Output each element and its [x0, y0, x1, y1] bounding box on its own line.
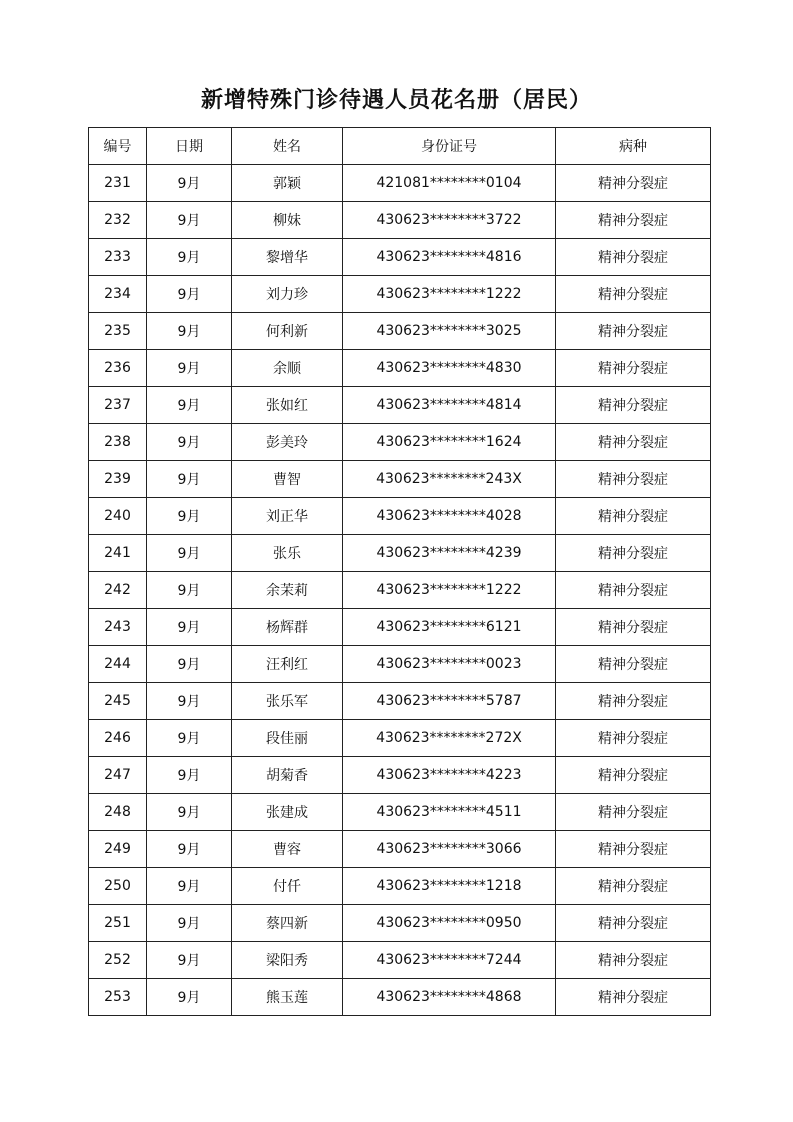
cell-number: 236 [89, 350, 147, 387]
cell-date: 9月 [147, 794, 232, 831]
table-body [89, 165, 711, 1016]
table-row [89, 720, 711, 757]
cell-number: 233 [89, 239, 147, 276]
table-row [89, 942, 711, 979]
table-row [89, 498, 711, 535]
cell-date: 9月 [147, 868, 232, 905]
cell-number: 243 [89, 609, 147, 646]
cell-date: 9月 [147, 572, 232, 609]
table-row [89, 165, 711, 202]
cell-disease: 精神分裂症 [556, 979, 711, 1016]
cell-name: 刘正华 [232, 498, 343, 535]
cell-date: 9月 [147, 239, 232, 276]
cell-date: 9月 [147, 535, 232, 572]
cell-number: 253 [89, 979, 147, 1016]
cell-number: 252 [89, 942, 147, 979]
cell-date: 9月 [147, 387, 232, 424]
cell-date: 9月 [147, 646, 232, 683]
cell-id-number: 430623********4511 [343, 794, 556, 831]
cell-number: 235 [89, 313, 147, 350]
cell-disease: 精神分裂症 [556, 868, 711, 905]
cell-name: 曹智 [232, 461, 343, 498]
cell-id-number: 430623********243X [343, 461, 556, 498]
table-row [89, 905, 711, 942]
cell-id-number: 430623********1624 [343, 424, 556, 461]
cell-id-number: 430623********4239 [343, 535, 556, 572]
cell-number: 237 [89, 387, 147, 424]
cell-id-number: 430623********4028 [343, 498, 556, 535]
cell-disease: 精神分裂症 [556, 757, 711, 794]
cell-id-number: 430623********4816 [343, 239, 556, 276]
table-row [89, 831, 711, 868]
cell-name: 何利新 [232, 313, 343, 350]
table-row [89, 757, 711, 794]
cell-date: 9月 [147, 313, 232, 350]
cell-number: 251 [89, 905, 147, 942]
cell-date: 9月 [147, 202, 232, 239]
cell-disease: 精神分裂症 [556, 350, 711, 387]
cell-date: 9月 [147, 720, 232, 757]
cell-date: 9月 [147, 165, 232, 202]
cell-date: 9月 [147, 942, 232, 979]
table-row [89, 683, 711, 720]
cell-disease: 精神分裂症 [556, 942, 711, 979]
cell-id-number: 430623********4223 [343, 757, 556, 794]
cell-name: 胡菊香 [232, 757, 343, 794]
cell-name: 张建成 [232, 794, 343, 831]
cell-number: 248 [89, 794, 147, 831]
cell-disease: 精神分裂症 [556, 794, 711, 831]
cell-id-number: 430623********1222 [343, 572, 556, 609]
cell-id-number: 430623********3025 [343, 313, 556, 350]
cell-number: 250 [89, 868, 147, 905]
cell-date: 9月 [147, 350, 232, 387]
cell-number: 240 [89, 498, 147, 535]
header-disease: 病种 [556, 128, 711, 165]
table-row [89, 276, 711, 313]
cell-id-number: 430623********6121 [343, 609, 556, 646]
cell-name: 郭颖 [232, 165, 343, 202]
cell-id-number: 430623********3066 [343, 831, 556, 868]
cell-id-number: 430623********4814 [343, 387, 556, 424]
cell-id-number: 430623********1222 [343, 276, 556, 313]
cell-name: 段佳丽 [232, 720, 343, 757]
cell-disease: 精神分裂症 [556, 498, 711, 535]
table-header [89, 128, 711, 165]
cell-id-number: 430623********1218 [343, 868, 556, 905]
roster-table [88, 127, 711, 1016]
cell-name: 张乐 [232, 535, 343, 572]
table-row [89, 646, 711, 683]
table-row [89, 461, 711, 498]
cell-number: 232 [89, 202, 147, 239]
cell-number: 246 [89, 720, 147, 757]
cell-name: 刘力珍 [232, 276, 343, 313]
cell-name: 余顺 [232, 350, 343, 387]
cell-name: 熊玉莲 [232, 979, 343, 1016]
page-title: 新增特殊门诊待遇人员花名册（居民） [200, 87, 592, 113]
cell-date: 9月 [147, 757, 232, 794]
table-row [89, 535, 711, 572]
cell-date: 9月 [147, 276, 232, 313]
cell-number: 241 [89, 535, 147, 572]
cell-disease: 精神分裂症 [556, 572, 711, 609]
table-row [89, 424, 711, 461]
cell-number: 242 [89, 572, 147, 609]
table-row [89, 868, 711, 905]
header-row [89, 128, 711, 165]
cell-name: 张如红 [232, 387, 343, 424]
cell-number: 245 [89, 683, 147, 720]
table-row [89, 387, 711, 424]
table-row [89, 794, 711, 831]
cell-id-number: 430623********4868 [343, 979, 556, 1016]
cell-date: 9月 [147, 683, 232, 720]
cell-number: 249 [89, 831, 147, 868]
cell-disease: 精神分裂症 [556, 905, 711, 942]
cell-name: 杨辉群 [232, 609, 343, 646]
table-row [89, 572, 711, 609]
table-row [89, 313, 711, 350]
header-id-number: 身份证号 [343, 128, 556, 165]
cell-disease: 精神分裂症 [556, 609, 711, 646]
cell-number: 231 [89, 165, 147, 202]
cell-disease: 精神分裂症 [556, 313, 711, 350]
cell-disease: 精神分裂症 [556, 535, 711, 572]
cell-disease: 精神分裂症 [556, 831, 711, 868]
cell-date: 9月 [147, 461, 232, 498]
cell-id-number: 430623********0950 [343, 905, 556, 942]
table-row [89, 350, 711, 387]
header-number: 编号 [89, 128, 147, 165]
table-row [89, 979, 711, 1016]
table-row [89, 609, 711, 646]
cell-disease: 精神分裂症 [556, 646, 711, 683]
table-row [89, 202, 711, 239]
cell-id-number: 430623********4830 [343, 350, 556, 387]
cell-date: 9月 [147, 979, 232, 1016]
cell-date: 9月 [147, 831, 232, 868]
cell-id-number: 430623********0023 [343, 646, 556, 683]
cell-date: 9月 [147, 609, 232, 646]
table-row [89, 239, 711, 276]
cell-disease: 精神分裂症 [556, 720, 711, 757]
cell-name: 梁阳秀 [232, 942, 343, 979]
cell-disease: 精神分裂症 [556, 239, 711, 276]
cell-name: 汪利红 [232, 646, 343, 683]
cell-id-number: 430623********3722 [343, 202, 556, 239]
cell-id-number: 430623********5787 [343, 683, 556, 720]
cell-disease: 精神分裂症 [556, 165, 711, 202]
cell-number: 234 [89, 276, 147, 313]
cell-disease: 精神分裂症 [556, 424, 711, 461]
cell-disease: 精神分裂症 [556, 683, 711, 720]
cell-id-number: 421081********0104 [343, 165, 556, 202]
cell-disease: 精神分裂症 [556, 387, 711, 424]
cell-name: 张乐军 [232, 683, 343, 720]
header-date: 日期 [147, 128, 232, 165]
cell-date: 9月 [147, 498, 232, 535]
cell-number: 247 [89, 757, 147, 794]
cell-name: 蔡四新 [232, 905, 343, 942]
cell-id-number: 430623********7244 [343, 942, 556, 979]
cell-name: 付仟 [232, 868, 343, 905]
cell-date: 9月 [147, 905, 232, 942]
cell-name: 曹容 [232, 831, 343, 868]
cell-id-number: 430623********272X [343, 720, 556, 757]
cell-number: 238 [89, 424, 147, 461]
cell-number: 239 [89, 461, 147, 498]
cell-name: 黎增华 [232, 239, 343, 276]
cell-disease: 精神分裂症 [556, 461, 711, 498]
header-name: 姓名 [232, 128, 343, 165]
cell-name: 柳妹 [232, 202, 343, 239]
cell-date: 9月 [147, 424, 232, 461]
cell-name: 彭美玲 [232, 424, 343, 461]
cell-disease: 精神分裂症 [556, 202, 711, 239]
cell-disease: 精神分裂症 [556, 276, 711, 313]
cell-number: 244 [89, 646, 147, 683]
cell-name: 余茉莉 [232, 572, 343, 609]
